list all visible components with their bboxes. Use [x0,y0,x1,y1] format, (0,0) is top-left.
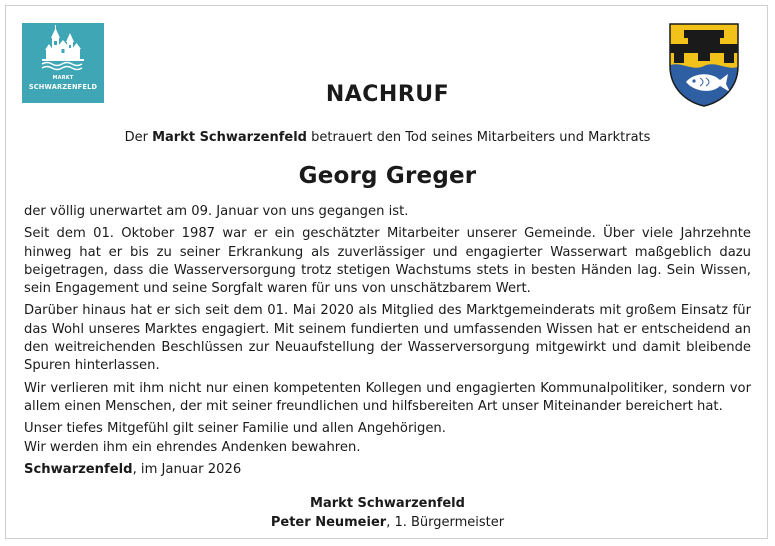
intro-line [0,130,775,145]
date-rest: , im Januar 2026 [132,461,242,477]
condolence-line-1: Unser tiefes Mitgefühl gilt seiner Familie und allen Angehörigen. [24,421,446,437]
paragraph-condolence [24,420,751,457]
date-place: Schwarzenfeld [24,461,133,477]
paragraph-council: Darüber hinaus hat er sich seit dem 01. Mai 2020 als Mitglied des Marktgemeinderats mit großem Einsatz für das Wohl unseres Marktes engagiert. Mit seinem fundierten und umfassenden Wissen hat er entscheidend an den weitreichenden Beschlüssen zur Neuaufstellung der Wasserversorgung mitgewirkt und damit bleibende Spuren hinterlassen. [24,303,751,374]
condolence-line-2: Wir werden ihm ein ehrendes Andenken bewahren. [24,439,361,455]
intro-org: Markt Schwarzenfeld [152,130,307,145]
page-title: NACHRUF [325,82,450,107]
signature-block [0,494,775,532]
intro-prefix: Der [124,130,153,145]
obituary-text [24,203,751,483]
paragraph-loss: Wir verlieren mit ihm nicht nur einen kompetenten Kollegen und engagierten Kommunalpolitiker, sondern vor allem einen Menschen, der mit seiner freundlichen und hilfsbereiten Art unser Miteinander bereichert hat. [24,380,751,414]
paragraph-passing: der völlig unerwartet am 09. Januar von uns gegangen ist. [24,204,409,219]
intro-suffix: betrauert den Tod seines Mitarbeiters und Marktrats [306,130,651,145]
logo-caption-town: SCHWARZENFELD [28,83,98,91]
place-date [24,461,751,479]
logo-caption-markt: MARKT [52,75,74,81]
signature-person: Peter Neumeier [270,515,387,530]
paragraph-career: Seit dem 01. Oktober 1987 war er ein geschätzter Mitarbeiter unserer Gemeinde. Über viele Jahrzehnte hinweg hat er bis zu seiner Erkrankung als zuverlässiger und engagierter Wasserwart maßgeblich dazu beigetragen, dass die Wasserversorgung trotz stetigen Wachstums stets in besten Händen lag. Sein Wissen, sein Engagement und seine Sorgfalt waren für uns von unschätzbarem Wert. [24,226,751,297]
signature-org: Markt Schwarzenfeld [310,496,465,511]
signature-role: , 1. Bürgermeister [386,515,505,530]
town-skyline-logo [22,23,104,75]
deceased-name: Georg Greger [298,163,477,189]
